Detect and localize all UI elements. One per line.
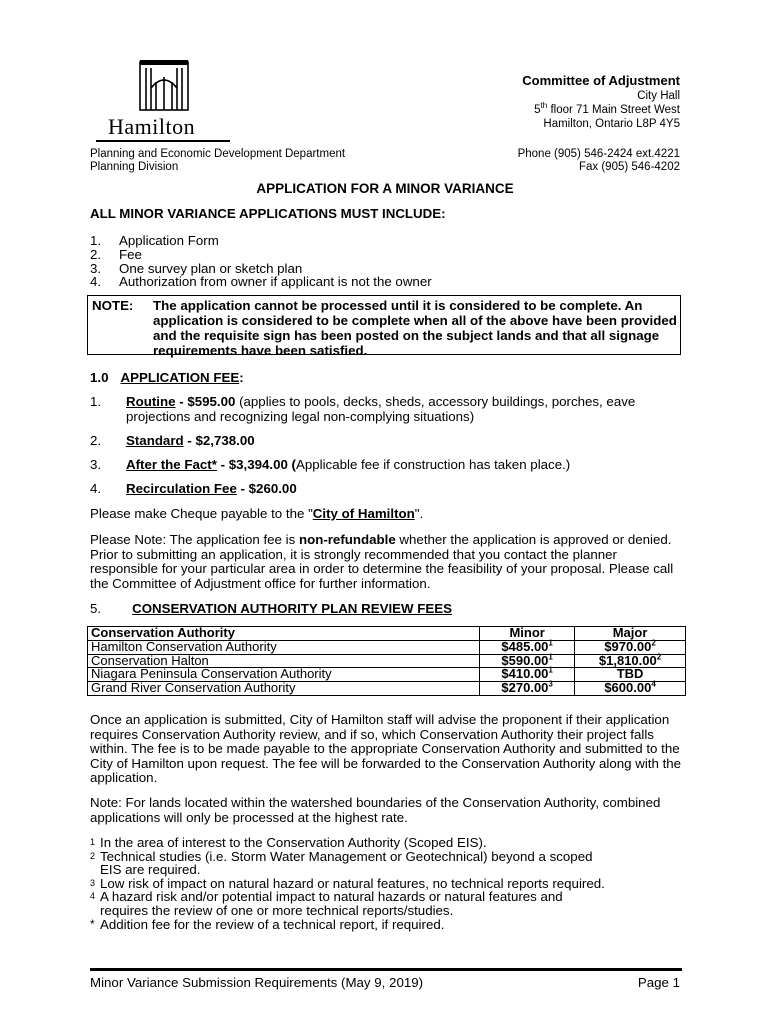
- floor-suffix: th: [540, 101, 548, 111]
- list-item: 3. One survey plan or sketch plan: [90, 260, 303, 276]
- department-block: [90, 148, 345, 174]
- cheque-instruction: Please make Cheque payable to the "City of Hamilton".: [90, 506, 424, 521]
- conservation-review-paragraph: Once an application is submitted, City of Hamilton staff will advise the proponent if their application requires Conservation Authority review, and if so, which Conservation Authority their project falls within. The fee is to be made payable to the appropriate Conservation Authority and submitted to the City of Hamilton upon request. The fee will be forwarded to the Conservation Authority along with the application.: [90, 712, 682, 786]
- footer-rule: [90, 968, 682, 971]
- requirements-list: [90, 234, 432, 289]
- address-line-2: [522, 103, 680, 117]
- department-name: Planning and Economic Development Department: [90, 148, 346, 160]
- address-line-3: Hamilton, Ontario L8P 4Y5: [543, 118, 680, 130]
- column-header-major: Major: [575, 627, 686, 641]
- footnote-2-continued: EIS are required.: [100, 862, 201, 878]
- footnote-1: 1 In the area of interest to the Conservation Authority (Scoped EIS).: [90, 835, 487, 850]
- address-line-1: City Hall: [637, 90, 680, 102]
- note-label: NOTE:: [92, 298, 134, 313]
- fax-number: Fax (905) 546-4202: [578, 161, 680, 173]
- list-item: 4. Authorization from owner if applicant is not the owner: [90, 274, 432, 290]
- refund-note: Please Note: The application fee is non-refundable whether the application is approved or denied. Prior to submitting an application, it is strongly recommended that you contact the planner responsible for your particular area in order to determine the feasibility of your proposal. Please call the Committee of Adjustment office for further information.: [90, 532, 674, 591]
- footnote-3: 3 Low risk of impact on natural hazard or natural features, no technical reports required.: [90, 875, 605, 891]
- footer-title: Minor Variance Submission Requirements (May 9, 2019): [90, 975, 424, 990]
- table-row: Grand River Conservation Authority $270.00$^3$ $600.00$^4$: [88, 682, 686, 696]
- section-heading-conservation-fees: 5. CONSERVATION AUTHORITY PLAN REVIEW FEES: [90, 601, 452, 616]
- footnote-2: 2 Technical studies (i.e. Storm Water Management or Geotechnical) beyond a scoped: [90, 848, 593, 864]
- contact-block: [518, 148, 680, 174]
- conservation-fee-table: [87, 626, 686, 696]
- office-address-block: [522, 72, 680, 131]
- phone-number: Phone (905) 546-2424 ext.4221: [517, 148, 680, 160]
- table-row: Conservation Halton $590.00$^1$ $1,810.00$^2$: [88, 654, 686, 668]
- footnote-4-continued: requires the review of one or more technical reports/studies.: [100, 902, 454, 918]
- footnote-asterisk: * Addition fee for the review of a technical report, if required.: [90, 916, 445, 932]
- note-text: The application cannot be processed until it is considered to be complete. An application is considered to be complete when all of the above have been provided and the requisite sign has been posted on the subject lands and that all signage requirements have been satisfied.: [153, 298, 677, 358]
- table-row: Niagara Peninsula Conservation Authority $410.00$^1$ TBD: [88, 668, 686, 682]
- section-heading-application-fee: 1.0 APPLICATION FEE:: [90, 370, 244, 385]
- floor-street: floor 71 Main Street West: [550, 104, 680, 116]
- table-row: Hamilton Conservation Authority $485.00$^1$ $970.00$^2$: [88, 640, 686, 654]
- logo-underline: [96, 140, 230, 142]
- floor-number: 5: [534, 104, 541, 116]
- column-header-authority: Conservation Authority: [88, 627, 480, 641]
- committee-title: Committee of Adjustment: [522, 73, 680, 88]
- page-number: Page 1: [637, 975, 680, 990]
- footnote-4: 4 A hazard risk and/or potential impact to natural hazards or natural features and: [90, 889, 563, 905]
- watershed-note: Note: For lands located within the watershed boundaries of the Conservation Authority, combined applications will only be processed at the highest rate.: [90, 795, 661, 825]
- list-item: 1. Application Form: [90, 233, 219, 248]
- footnotes: [90, 836, 690, 931]
- requirements-heading: ALL MINOR VARIANCE APPLICATIONS MUST INCLUDE:: [90, 206, 446, 221]
- logo-wordmark: Hamilton: [108, 114, 196, 139]
- document-title: APPLICATION FOR A MINOR VARIANCE: [256, 181, 514, 196]
- division-name: Planning Division: [90, 161, 179, 173]
- column-header-minor: Minor: [480, 627, 575, 641]
- list-item: 2. Fee: [90, 246, 142, 262]
